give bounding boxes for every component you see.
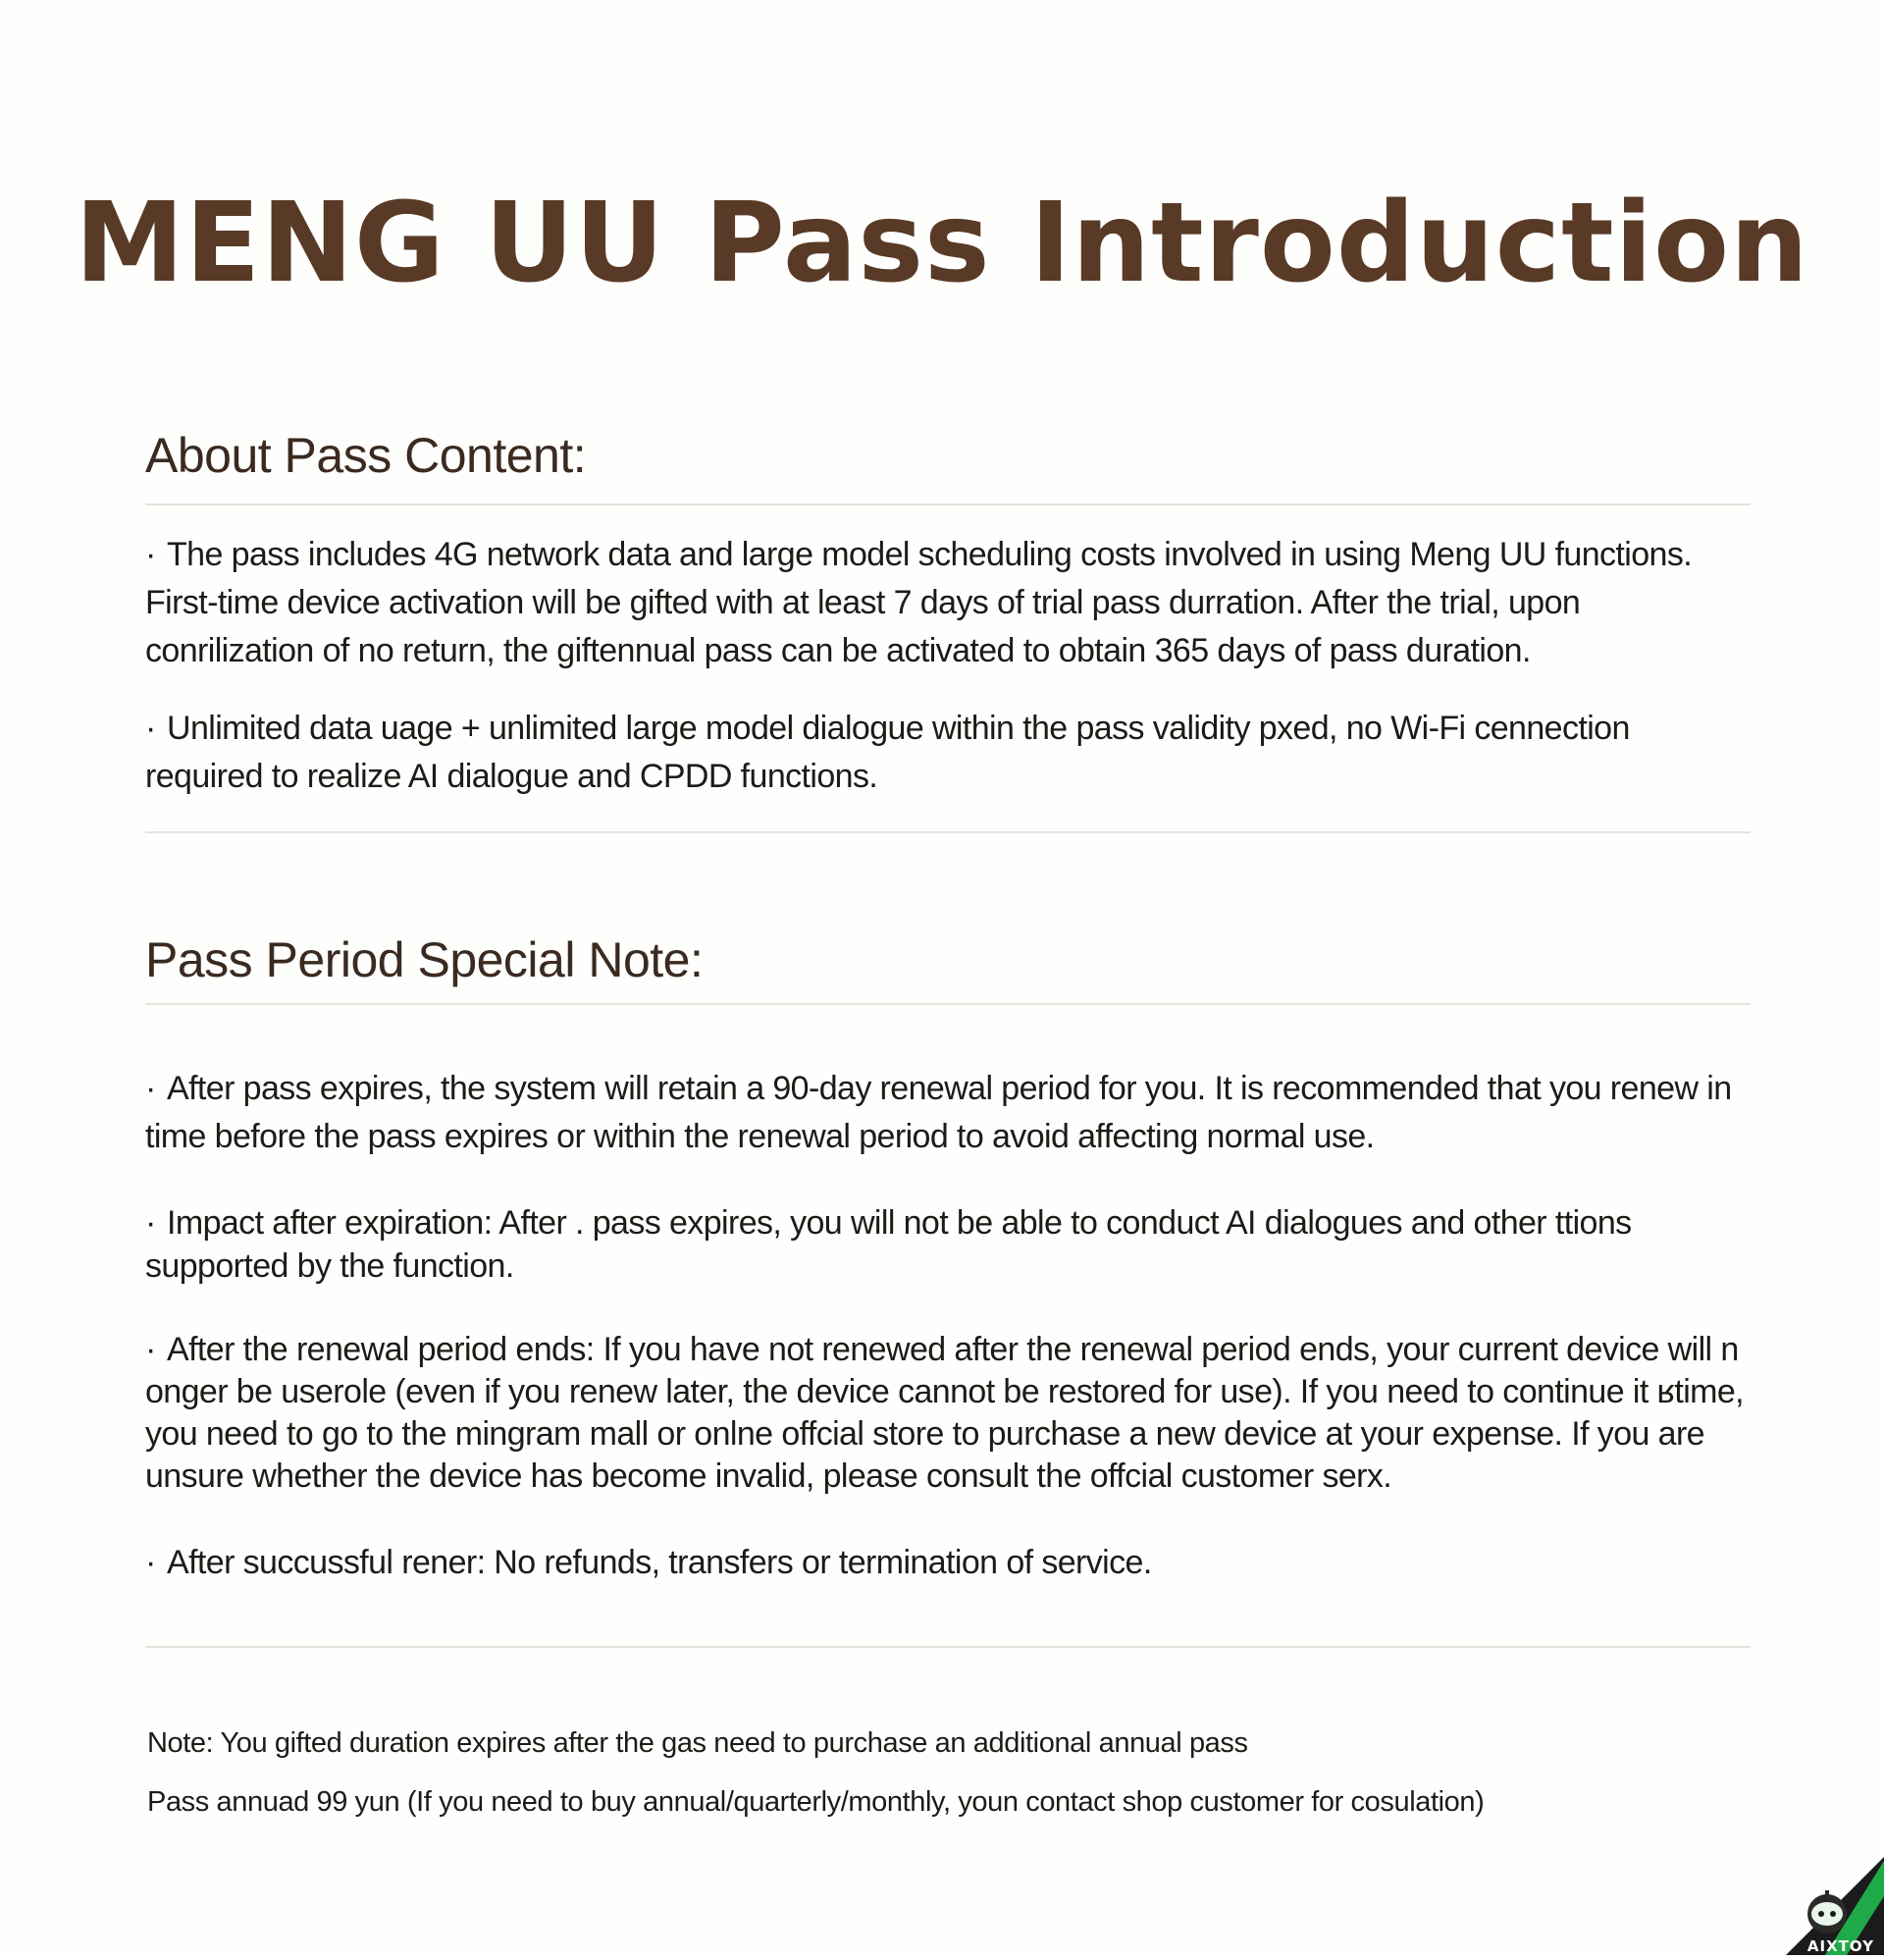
bullet-mark: · (145, 1544, 156, 1581)
paragraph-text: After the renewal period ends: If you have not renewed after the renewal period ends, your current device will n onger be userole (even if you renew later, the device cannot be restored for use). If you need to continue it ʁtime, you need to go to the mingram mall or onlne offcial store to purchase a new device at your expense. If you are unsure whether the device has become invalid, please consult the offcial customer serx. (145, 1331, 1745, 1495)
paragraph (145, 705, 1751, 801)
paragraph (145, 1539, 1751, 1587)
section-heading: Pass Period Special Note: (145, 932, 704, 987)
aixtoy-logo (1766, 1857, 1884, 1955)
bullet-mark: · (145, 1331, 156, 1368)
section-pass-period-special-note (145, 928, 1751, 991)
divider (145, 1646, 1751, 1648)
paragraph (145, 1329, 1751, 1498)
paragraph-text: After pass expires, the system will retain a 90-day renewal period for you. It is recommended that you renew in time before the pass expires or within the renewal period to avoid affecting normal use. (145, 1070, 1732, 1155)
divider (145, 503, 1751, 505)
paragraph (145, 531, 1751, 675)
bullet-mark: · (145, 710, 156, 747)
divider (145, 1003, 1751, 1005)
paragraph-text: Impact after expiration: After . pass expires, you will not be able to conduct AI dialogues and other ttions supported by the function. (145, 1204, 1632, 1285)
paragraph-text: After succussful rener: No refunds, transfers or termination of service. (167, 1544, 1152, 1581)
bullet-mark: · (145, 1070, 156, 1107)
divider (145, 831, 1751, 833)
section-about-pass-content (145, 424, 1751, 487)
bullet-mark: · (145, 536, 156, 573)
page-title: MENG UU Pass Introduction (75, 180, 1809, 307)
paragraph (145, 1201, 1751, 1288)
note-line: Pass annuad 99 yun (If you need to buy annual/quarterly/monthly, youn contact shop customer for cosulation) (147, 1786, 1485, 1818)
section-heading: About Pass Content: (145, 428, 587, 483)
bullet-mark: · (145, 1204, 156, 1242)
logo-text: AIXTOY (1806, 1937, 1874, 1955)
note-line: Note: You gifted duration expires after the gas need to purchase an additional annual pass (147, 1727, 1248, 1759)
paragraph (145, 1065, 1751, 1161)
paragraph-text: Unlimited data uage + unlimited large model dialogue within the pass validity pxed, no Wi-Fi cennection required to realize AI dialogue and CPDD functions. (145, 710, 1630, 795)
paragraph-text: The pass includes 4G network data and large model scheduling costs involved in using Meng UU functions. First-time device activation will be gifted with at least 7 days of trial pass durration. After the trial, upon conrilization of no return, the giftennual pass can be activated to obtain 365 days of pass duration. (145, 536, 1693, 669)
